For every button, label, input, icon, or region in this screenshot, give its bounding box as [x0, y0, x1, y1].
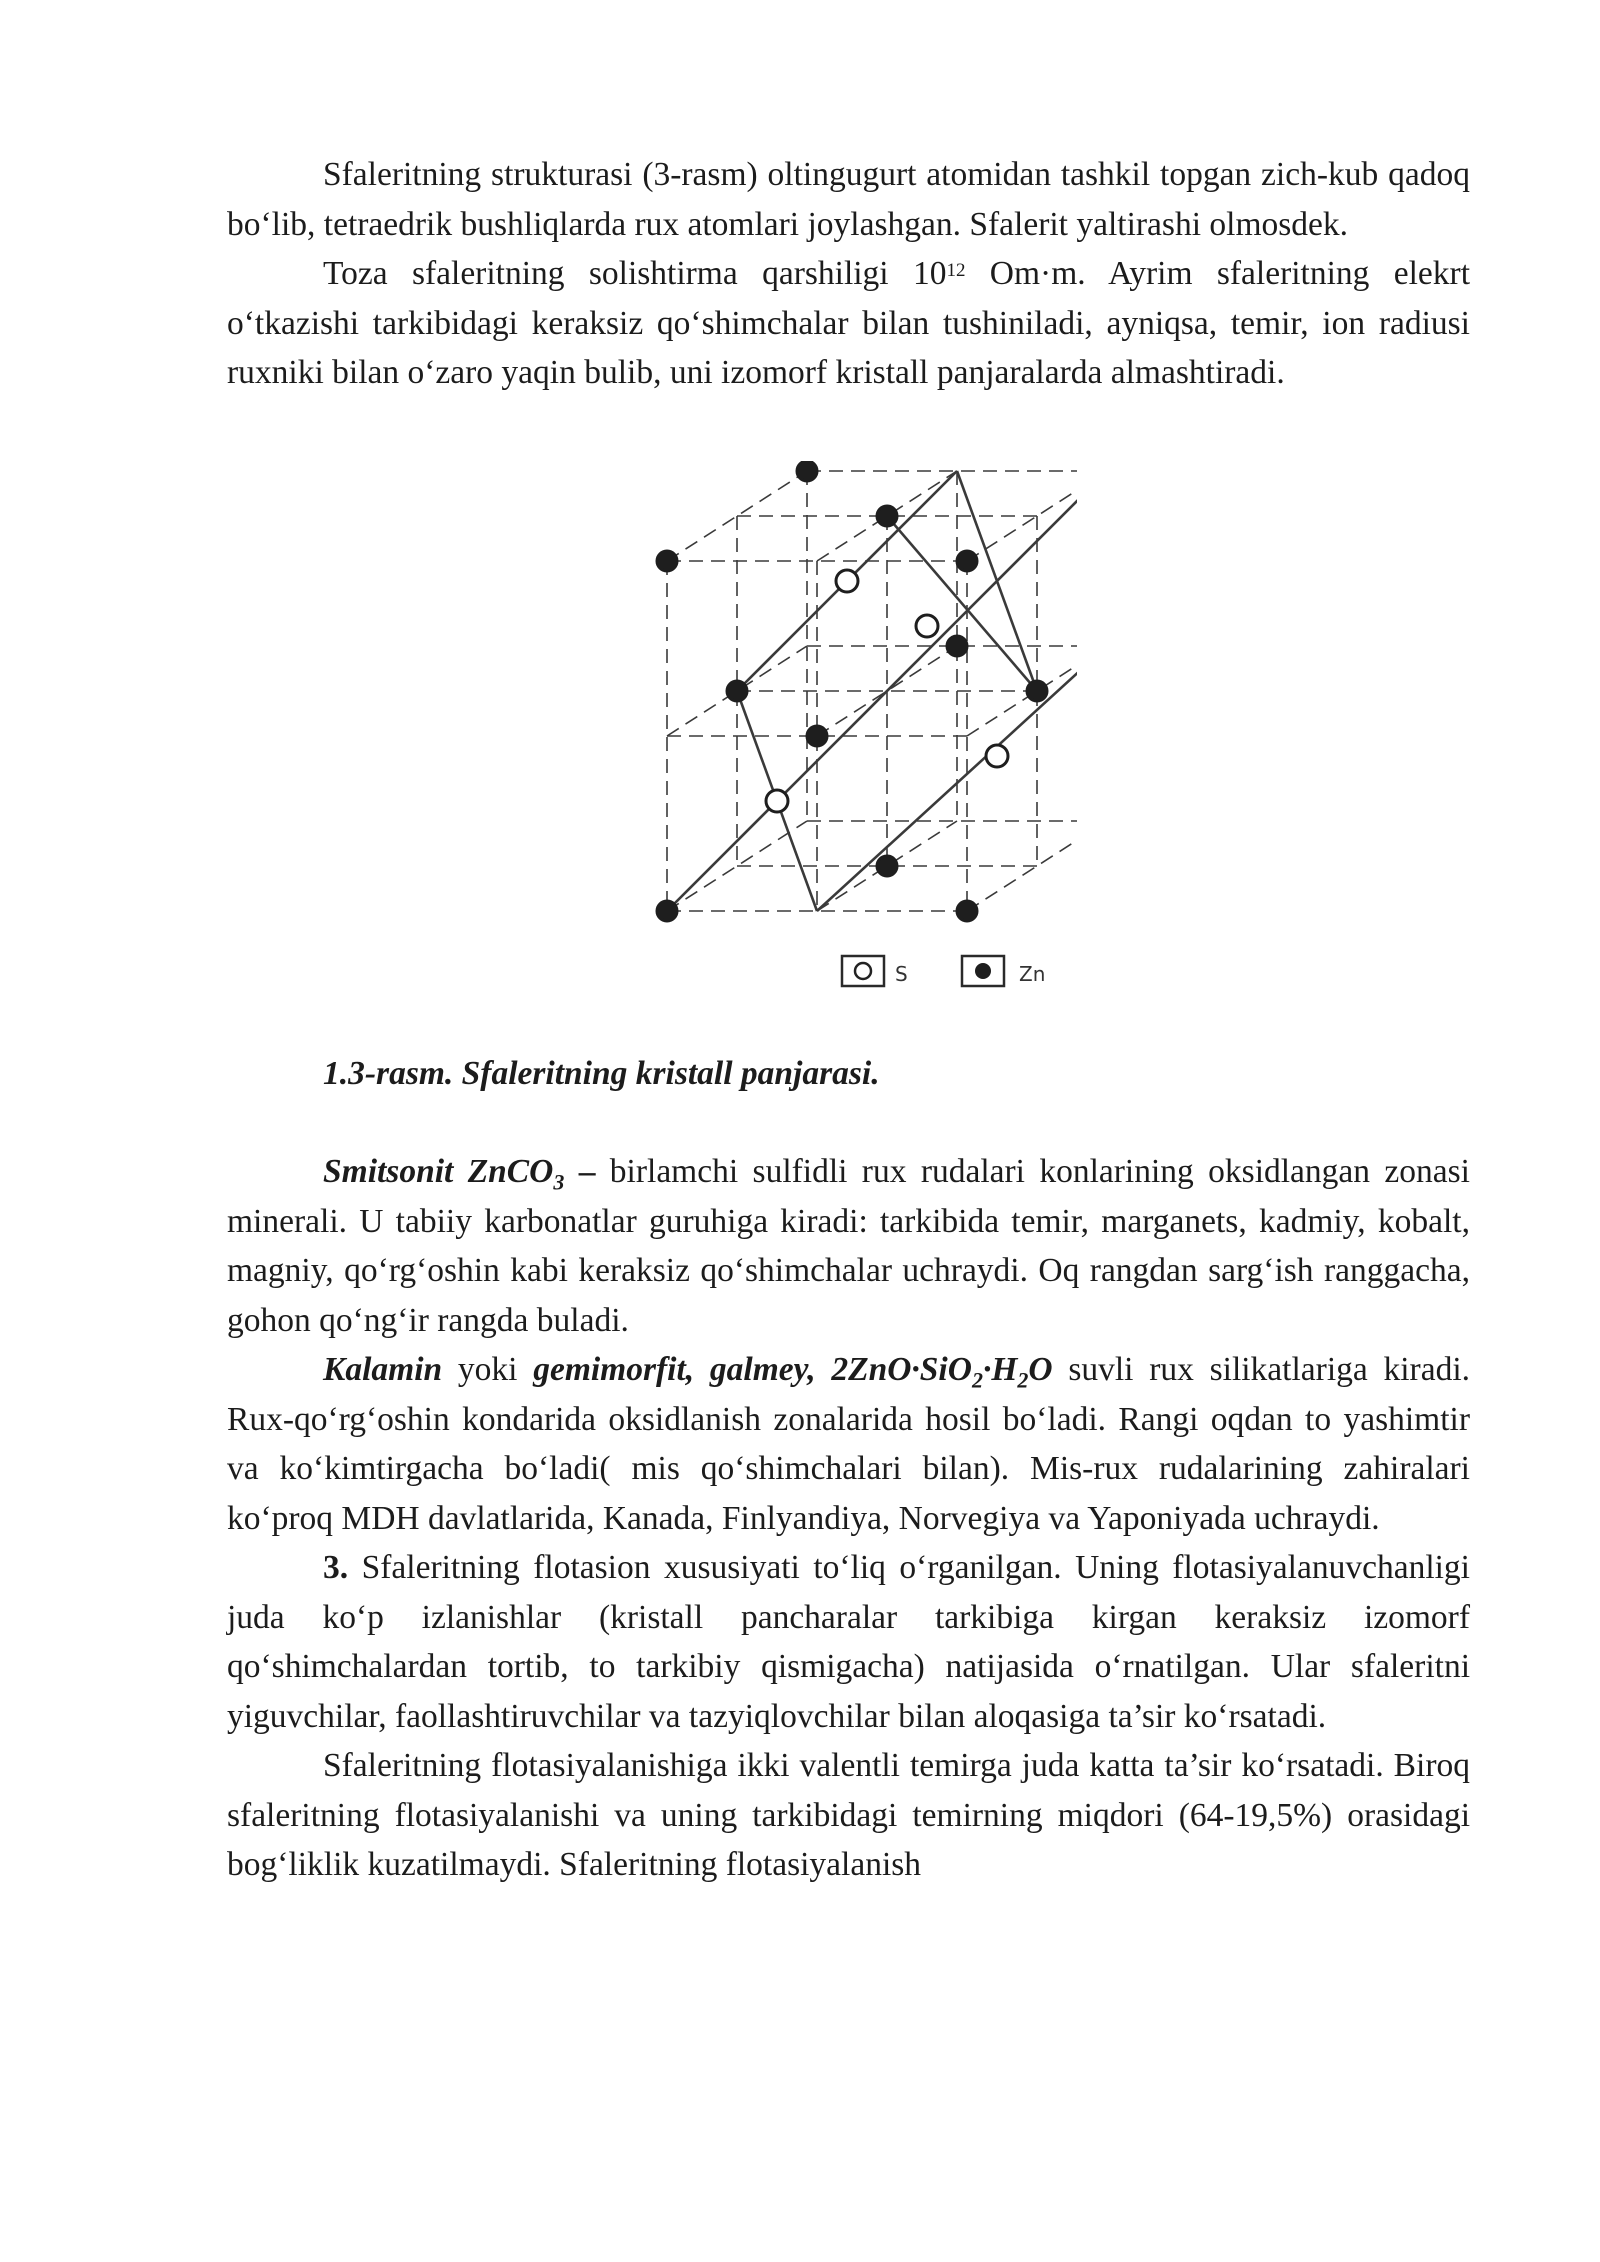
kalamin-term: Kalamin [323, 1351, 443, 1388]
resistivity-text: Toza sfaleritning solishtirma qarshiligi 10 [323, 255, 947, 292]
document-page [227, 150, 1470, 1890]
zn-atom [877, 506, 897, 526]
zn-atom [727, 681, 747, 701]
section-number: 3. [323, 1549, 349, 1586]
s-atom [986, 745, 1008, 767]
legend-zn-label: Zn [1019, 961, 1046, 986]
crystal-lattice-figure [227, 461, 1470, 1021]
formula-subscript: 2 [971, 1367, 983, 1393]
zn-atom [957, 551, 977, 571]
bond-line [887, 516, 1037, 691]
zn-atom [877, 856, 897, 876]
formula-part: O [1028, 1351, 1053, 1388]
paragraph-section-3 [227, 1543, 1470, 1741]
s-atom [916, 615, 938, 637]
spacer [227, 1098, 1470, 1147]
legend-s-label: S [895, 961, 908, 986]
paragraph-smitsonit [227, 1147, 1470, 1345]
paragraph-structure: Sfaleritning strukturasi (3-rasm) oltingugurt atomidan tashkil topgan zich-kub qadoq bo‘lib, tetraedrik bushliqlarda rux atomlari joylashgan. Sfalerit yaltirashi olmosdek. [227, 156, 1470, 243]
figure-caption: 1.3-rasm. Sfaleritning kristall panjarasi. [323, 1054, 880, 1092]
kalamin-synonyms: gemimorfit, galmey, 2ZnO·SiO [533, 1351, 972, 1388]
legend-zn-atom [975, 963, 991, 979]
paragraph-resistivity [227, 249, 1470, 398]
zn-atom [947, 636, 967, 656]
zn-atom [1027, 681, 1047, 701]
formula-subscript: 2 [1017, 1367, 1029, 1393]
formula-subscript: 3 [553, 1169, 565, 1195]
zn-atom [807, 726, 827, 746]
zn-atom [657, 901, 677, 921]
resistivity-text-cont: Om·m. Ayrim sfaleritning elekrt o‘tkazishi tarkibidagi keraksiz qo‘shimchalar bilan tushiniladi, ayniqsa, temir, ion radiusi ruxniki bilan o‘zaro yaqin bulib, uni izomorf kristall panjaralarda almashtiradi. [227, 255, 1470, 391]
section-3-text: Sfaleritning flotasion xususiyati to‘liq o‘rganilgan. Uning flotasiyalanuvchanligi juda ko‘p izlanishlar (kristall pancharalar tarkibiga kirgan keraksiz izomorf qo‘shimchalardan tortib, to tarkibiy qismigacha) natijasida o‘rnatilgan. Ular sfaleritni yiguvchilar, faollashtiruvchilar va tazyiqlovchilar bilan aloqasiga ta’sir ko‘rsatadi. [227, 1549, 1470, 1735]
zn-atom [797, 461, 817, 481]
formula-part: ·H [982, 1351, 1018, 1388]
sphalerite-lattice-diagram [617, 461, 1077, 991]
exponent: 12 [946, 260, 966, 281]
paragraph-kalamin [227, 1345, 1470, 1543]
dash: – [564, 1153, 596, 1190]
smitsonit-term: Smitsonit ZnCO [323, 1153, 554, 1190]
paragraph-iron-influence: Sfaleritning flotasiyalanishiga ikki valentli temirga juda katta ta’sir ko‘rsatadi. Biroq sfaleritning flotasiyalanishi va uning tarkibidagi temirning miqdori (64-19,5%) orasidagi bog‘liklik kuzatilmaydi. Sfaleritning flotasiyalanish [227, 1747, 1470, 1883]
kalamin-text: suvli rux silikatlariga kiradi. Rux-qo‘rg‘oshin kondarida oksidlanish zonalarida hosil bo‘ladi. Rangi oqdan to yashimtir va ko‘kimtirgacha bo‘ladi( mis qo‘shimchalari bilan). Mis-rux rudalarining zahiralari ko‘proq MDH davlatlarida, Kanada, Finlyandiya, Norvegiya va Yaponiyada uchraydi. [227, 1351, 1470, 1537]
s-atom [766, 790, 788, 812]
s-atom [836, 570, 858, 592]
zn-atom [657, 551, 677, 571]
zn-atom [957, 901, 977, 921]
legend-s-atom [855, 963, 871, 979]
smitsonit-text: birlamchi sulfidli rux rudalari konlarining oksidlangan zonasi minerali. U tabiiy karbonatlar guruhiga kiradi: tarkibida temir, marganets, kadmiy, kobalt, magniy, qo‘rg‘oshin kabi keraksiz qo‘shimchalar uchraydi. Oq rangdan sarg‘ish ranggacha, gohon qo‘ng‘ir rangda buladi. [227, 1153, 1470, 1339]
conjunction: yoki [442, 1351, 534, 1388]
